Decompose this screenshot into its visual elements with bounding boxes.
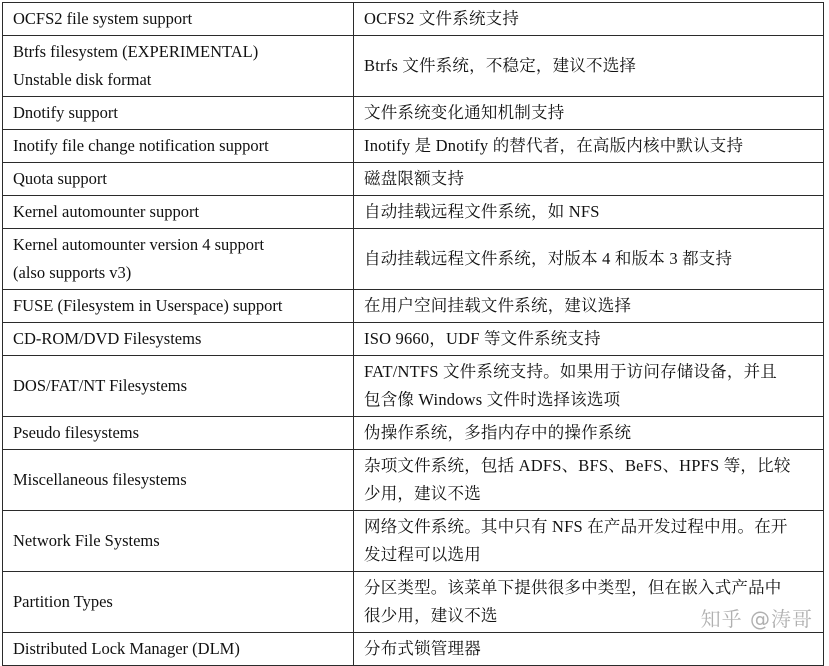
option-name-line: Inotify file change notification support: [13, 136, 269, 155]
option-name-cell: [3, 163, 354, 196]
option-name-cell: [3, 3, 354, 36]
option-name-line: Network File Systems: [13, 531, 160, 550]
description-line: 网络文件系统。其中只有 NFS 在产品开发过程中用。在开: [364, 517, 788, 536]
option-name-cell: [3, 450, 354, 511]
option-name-line: OCFS2 file system support: [13, 9, 193, 28]
table-row: [3, 356, 824, 417]
option-name-cell: [3, 290, 354, 323]
description-line: Btrfs 文件系统，不稳定，建议不选择: [364, 56, 637, 75]
description-line: 分区类型。该菜单下提供很多中类型，但在嵌入式产品中: [364, 578, 782, 597]
table-row: [3, 511, 824, 572]
description-cell: [354, 36, 824, 97]
description-cell: [354, 196, 824, 229]
description-line: 自动挂载远程文件系统，如 NFS: [364, 202, 600, 221]
description-line: 发过程可以选用: [364, 545, 481, 564]
option-name-line: Partition Types: [13, 592, 113, 611]
option-name-cell: [3, 229, 354, 290]
description-cell: [354, 163, 824, 196]
description-cell: [354, 290, 824, 323]
option-name-cell: [3, 196, 354, 229]
description-line: 分布式锁管理器: [364, 639, 481, 658]
option-name-line: FUSE (Filesystem in Userspace) support: [13, 296, 283, 315]
option-name-cell: [3, 130, 354, 163]
description-cell: [354, 130, 824, 163]
watermark: 知乎 @涛哥: [700, 607, 813, 631]
table-row: [3, 130, 824, 163]
description-line: 伪操作系统，多指内存中的操作系统: [364, 423, 632, 442]
table-row: [3, 196, 824, 229]
option-name-line: DOS/FAT/NT Filesystems: [13, 376, 188, 395]
description-cell: [354, 3, 824, 36]
table-row: [3, 323, 824, 356]
option-name-cell: [3, 323, 354, 356]
description-cell: [354, 356, 824, 417]
table-row: [3, 163, 824, 196]
option-name-line: Dnotify support: [13, 103, 118, 122]
description-line: 磁盘限额支持: [364, 169, 465, 188]
table-row: [3, 290, 824, 323]
description-cell: [354, 633, 824, 666]
description-line: FAT/NTFS 文件系统支持。如果用于访问存储设备，并且: [364, 362, 777, 381]
description-cell: [354, 97, 824, 130]
description-cell: [354, 511, 824, 572]
description-line: 少用，建议不选: [364, 484, 481, 503]
table-row: [3, 450, 824, 511]
description-line: 文件系统变化通知机制支持: [364, 103, 565, 122]
option-name-cell: [3, 511, 354, 572]
option-name-cell: [3, 572, 354, 633]
table-row: [3, 417, 824, 450]
option-name-line: Kernel automounter support: [13, 202, 200, 221]
description-line: ISO 9660，UDF 等文件系统支持: [364, 329, 601, 348]
description-line: 包含像 Windows 文件时选择该选项: [364, 390, 621, 409]
table-row: [3, 97, 824, 130]
option-name-cell: [3, 633, 354, 666]
table-row: [3, 633, 824, 666]
description-line: 很少用，建议不选: [364, 606, 498, 625]
description-line: Inotify 是 Dnotify 的替代者，在高版内核中默认支持: [364, 136, 744, 155]
description-line: 在用户空间挂载文件系统，建议选择: [364, 296, 632, 315]
option-name-line: Miscellaneous filesystems: [13, 470, 187, 489]
option-name-cell: [3, 97, 354, 130]
table-row: [3, 36, 824, 97]
description-cell: [354, 323, 824, 356]
option-name-line: Distributed Lock Manager (DLM): [13, 639, 240, 658]
option-name-line: Pseudo filesystems: [13, 423, 140, 442]
option-name-line: Kernel automounter version 4 support: [13, 235, 265, 254]
description-cell: [354, 229, 824, 290]
table-row: [3, 229, 824, 290]
option-name-line: (also supports v3): [13, 263, 132, 282]
option-name-line: Btrfs filesystem (EXPERIMENTAL): [13, 42, 259, 61]
description-line: 自动挂载远程文件系统，对版本 4 和版本 3 都支持: [364, 249, 733, 268]
option-name-cell: [3, 36, 354, 97]
description-line: OCFS2 文件系统支持: [364, 9, 520, 28]
option-name-line: Unstable disk format: [13, 70, 152, 89]
description-cell: [354, 417, 824, 450]
option-name-line: Quota support: [13, 169, 107, 188]
table-body: [3, 3, 824, 666]
option-name-cell: [3, 356, 354, 417]
description-cell: [354, 450, 824, 511]
filesystem-options-table: [2, 2, 824, 666]
option-name-cell: [3, 417, 354, 450]
table-row: [3, 3, 824, 36]
option-name-line: CD-ROM/DVD Filesystems: [13, 329, 202, 348]
description-line: 杂项文件系统，包括 ADFS、BFS、BeFS、HPFS 等，比较: [364, 456, 791, 475]
